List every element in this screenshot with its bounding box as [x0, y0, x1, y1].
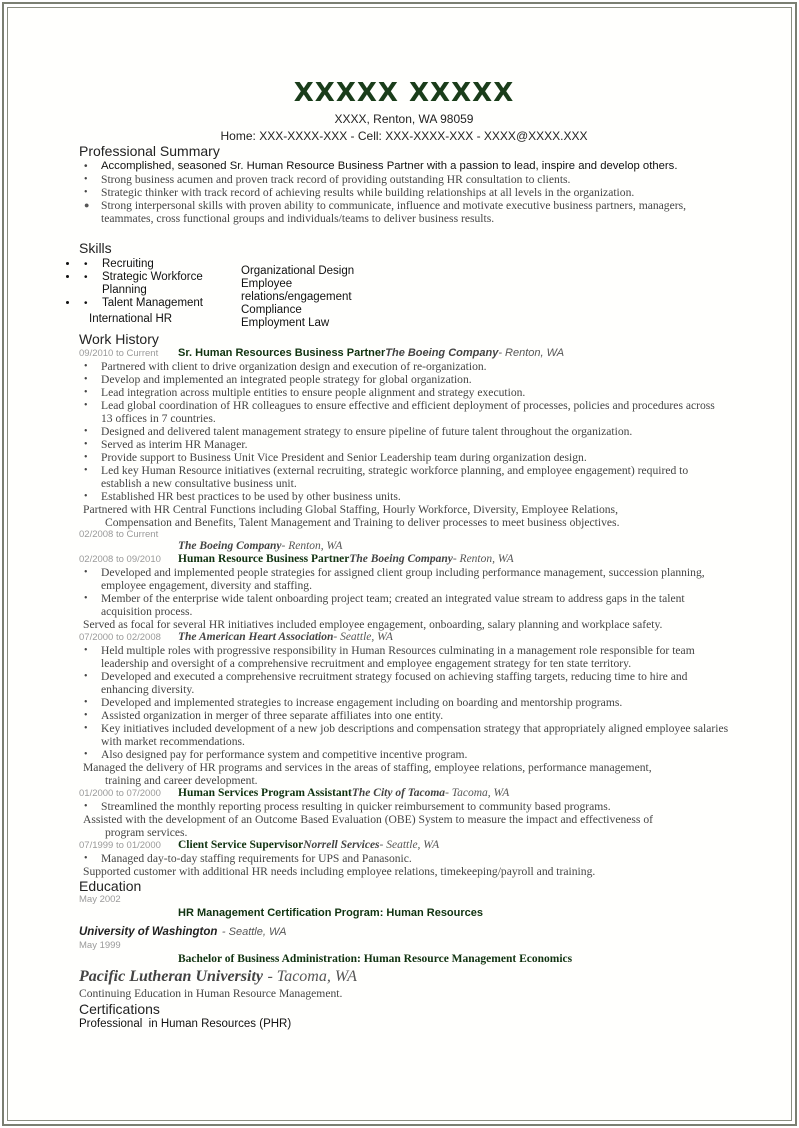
job-summary: [79, 503, 729, 529]
job-summary-line: Assisted with the development of an Outcome Based Evaluation (OBE) System to measure the impact and effectiveness of: [83, 813, 653, 826]
job-location: - Renton, WA: [452, 553, 514, 565]
job-bullets: [79, 644, 729, 761]
job-location: - Seattle, WA: [333, 631, 393, 643]
job-bullets: [79, 566, 729, 618]
job-summary-line: training and career development.: [105, 774, 258, 787]
job-bullet: • Designed and delivered talent management strategy to ensure pipeline of future talent throughout the organization.: [79, 425, 729, 438]
candidate-contact: Home: XXX-XXXX-XXX - Cell: XXX-XXXX-XXX - XXXX@XXXX.XXX: [220, 129, 588, 143]
job-entry: [79, 787, 729, 839]
job-company: The Boeing Company: [349, 553, 453, 565]
job-summary: [79, 865, 729, 878]
job-dates: 01/2000 to 07/2000: [79, 788, 161, 799]
job-title: Sr. Human Resources Business Partner: [178, 347, 386, 359]
job-bullet: • Developed and implemented people strategies for assigned client group including performance management, succession planning, employee engagement, diversity and staffing.: [79, 566, 729, 592]
education-section: [79, 879, 729, 1002]
job-location: - Renton, WA: [281, 540, 343, 552]
job-company: Norrell Services: [303, 839, 380, 851]
job-bullet: • Assisted organization in merger of three separate affiliates into one entity.: [79, 709, 729, 722]
job-entry: [79, 347, 729, 529]
education-school: University of Washington: [79, 926, 218, 938]
job-title: Human Services Program Assistant: [178, 787, 352, 799]
job-summary-line: Partnered with HR Central Functions including Global Staffing, Hourly Workforce, Diversity, Employee Relations,: [83, 503, 618, 516]
job-company: The City of Tacoma: [351, 787, 446, 799]
job-bullet: • Streamlined the monthly reporting process resulting in quicker reimbursement to community based programs.: [79, 800, 729, 813]
job-bullet: • Also designed pay for performance system and competitive incentive program.: [79, 748, 729, 761]
education-location: - Tacoma, WA: [267, 968, 357, 985]
job-summary: [79, 761, 729, 787]
job-company: The Boeing Company: [178, 540, 282, 552]
skill-item: Compliance: [241, 304, 302, 316]
section-title-summary: Professional Summary: [79, 143, 220, 159]
certifications-section: [79, 1002, 729, 1031]
job-title: Client Service Supervisor: [178, 839, 304, 851]
education-location: - Seattle, WA: [221, 926, 287, 938]
job-dates: 07/2000 to 02/2008: [79, 632, 161, 643]
summary-list: [79, 160, 729, 225]
job-bullets: [79, 852, 729, 865]
job-company: The American Heart Association: [178, 631, 334, 643]
job-title: Human Resource Business Partner: [178, 553, 350, 565]
work-section: [79, 332, 729, 878]
job-bullet: • Member of the enterprise wide talent onboarding project team; created an integrated value stream to address gaps in the talent acquisition process.: [79, 592, 729, 618]
skill-item: Organizational Design: [241, 265, 355, 277]
education-entry: [79, 894, 729, 940]
job-location: - Seattle, WA: [379, 839, 440, 851]
skill-item: • • Recruiting: [79, 258, 241, 271]
job-entry: [79, 529, 729, 553]
job-summary-line: Compensation and Benefits, Talent Management and Training to deliver processes to meet business objectives.: [105, 516, 620, 529]
job-bullet: • Partnered with client to drive organization design and execution of re-organization.: [79, 360, 729, 373]
job-company: The Boeing Company: [385, 347, 499, 359]
summary-item: [79, 160, 729, 173]
job-bullets: [79, 800, 729, 813]
job-bullet: • Key initiatives included development of a new job descriptions and compensation strategy that appropriately aligned employee salaries with market recommendations.: [79, 722, 729, 748]
skill-item: Employment Law: [241, 317, 330, 329]
candidate-address: XXXX, Renton, WA 98059: [334, 112, 474, 126]
education-degree: Bachelor of Business Administration: Human Resource Management Economics: [178, 953, 573, 965]
job-dates: 02/2008 to 09/2010: [79, 554, 161, 565]
job-bullet: • Held multiple roles with progressive responsibility in Human Resources culminating in a management role responsible for team leadership and oversight of a comprehensive recruitment and employee engagement strategy for ten state territory.: [79, 644, 729, 670]
resume-page: [79, 78, 729, 1031]
job-location: - Tacoma, WA: [445, 787, 510, 799]
job-bullet: • Developed and executed a comprehensive recruitment strategy focused on achieving staffing targets, reducing time to hire and enhancing diversity.: [79, 670, 729, 696]
summary-item: [79, 186, 729, 199]
job-bullet: • Developed and implemented strategies to increase engagement including on boarding and mentorship programs.: [79, 696, 729, 709]
resume-header: [69, 78, 739, 144]
job-dates: 07/1999 to 01/2000: [79, 840, 161, 851]
education-date: May 2002: [79, 894, 121, 905]
job-bullets: [79, 360, 729, 503]
education-date: May 1999: [79, 940, 121, 951]
job-bullet: • Lead global coordination of HR colleagues to ensure effective and efficient deployment of processes, policies and procedures across 13 offices in 7 countries.: [79, 399, 729, 425]
skill-item: Employee relations/engagement: [241, 278, 352, 303]
certification-item: Professional in Human Resources (PHR): [79, 1018, 292, 1030]
summary-item: [79, 199, 729, 225]
section-title-skills: Skills: [79, 240, 112, 256]
job-bullet: • Lead integration across multiple entities to ensure people alignment and strategy execution.: [79, 386, 729, 399]
education-school: Pacific Lutheran University: [79, 968, 263, 985]
summary-item-text: Strategic thinker with track record of achieving results while building relationships at all levels in the organization.: [101, 186, 635, 199]
job-dates: 09/2010 to Current: [79, 348, 159, 359]
job-bullet: • Provide support to Business Unit Vice President and Senior Leadership team during organization design.: [79, 451, 729, 464]
job-bullet: • Led key Human Resource initiatives (external recruiting, strategic workforce planning, and employee engagement) required to establish a new consultative business unit.: [79, 464, 729, 490]
summary-item-text: Accomplished, seasoned Sr. Human Resource Business Partner with a passion to lead, inspire and develop others.: [101, 160, 678, 172]
education-entry: [79, 940, 729, 1002]
skill-item: • • Strategic Workforce Planning: [79, 271, 241, 297]
job-location: - Renton, WA: [498, 347, 565, 359]
job-bullet: • Develop and implemented an integrated people strategy for global organization.: [79, 373, 729, 386]
summary-section: [79, 144, 729, 225]
section-title-certifications: Certifications: [79, 1001, 160, 1017]
skills-section: [79, 241, 729, 330]
job-entry: [79, 631, 729, 787]
job-summary-line: Managed the delivery of HR programs and services in the areas of staffing, employee relations, performance management,: [83, 761, 652, 774]
education-note: Continuing Education in Human Resource Management.: [79, 987, 343, 1000]
job-entry: [79, 553, 729, 631]
summary-item-text: Strong interpersonal skills with proven ability to communicate, influence and motivate executive business partners, managers, teammates, cross functional groups and individuals/teams to deliver business results.: [101, 199, 687, 225]
skill-item: • • Talent Management: [79, 297, 241, 310]
section-title-education: Education: [79, 878, 142, 894]
job-entry: [79, 839, 729, 878]
job-summary-line: Served as focal for several HR initiatives included employee engagement, onboarding, salary planning and workplace safety.: [83, 618, 663, 631]
job-dates: 02/2008 to Current: [79, 529, 159, 540]
skills-column-2: [241, 258, 361, 330]
summary-item: [79, 173, 729, 186]
job-summary: [79, 618, 729, 631]
skills-column-1: [79, 258, 241, 330]
skill-item: International HR: [89, 313, 173, 325]
job-summary-line: Supported customer with additional HR needs including employee relations, timekeeping/payroll and training.: [83, 865, 596, 878]
summary-item-text: Strong business acumen and proven track record of providing outstanding HR consultation to clients.: [101, 173, 571, 186]
education-degree: HR Management Certification Program: Human Resources: [178, 907, 484, 919]
job-bullet: • Managed day-to-day staffing requirements for UPS and Panasonic.: [79, 852, 729, 865]
job-bullet: • Established HR best practices to be used by other business units.: [79, 490, 729, 503]
job-summary: [79, 813, 729, 839]
job-summary-line: program services.: [105, 826, 188, 839]
job-bullet: • Served as interim HR Manager.: [79, 438, 729, 451]
candidate-name: XXXXX XXXXX: [293, 78, 515, 108]
section-title-work: Work History: [79, 331, 159, 347]
